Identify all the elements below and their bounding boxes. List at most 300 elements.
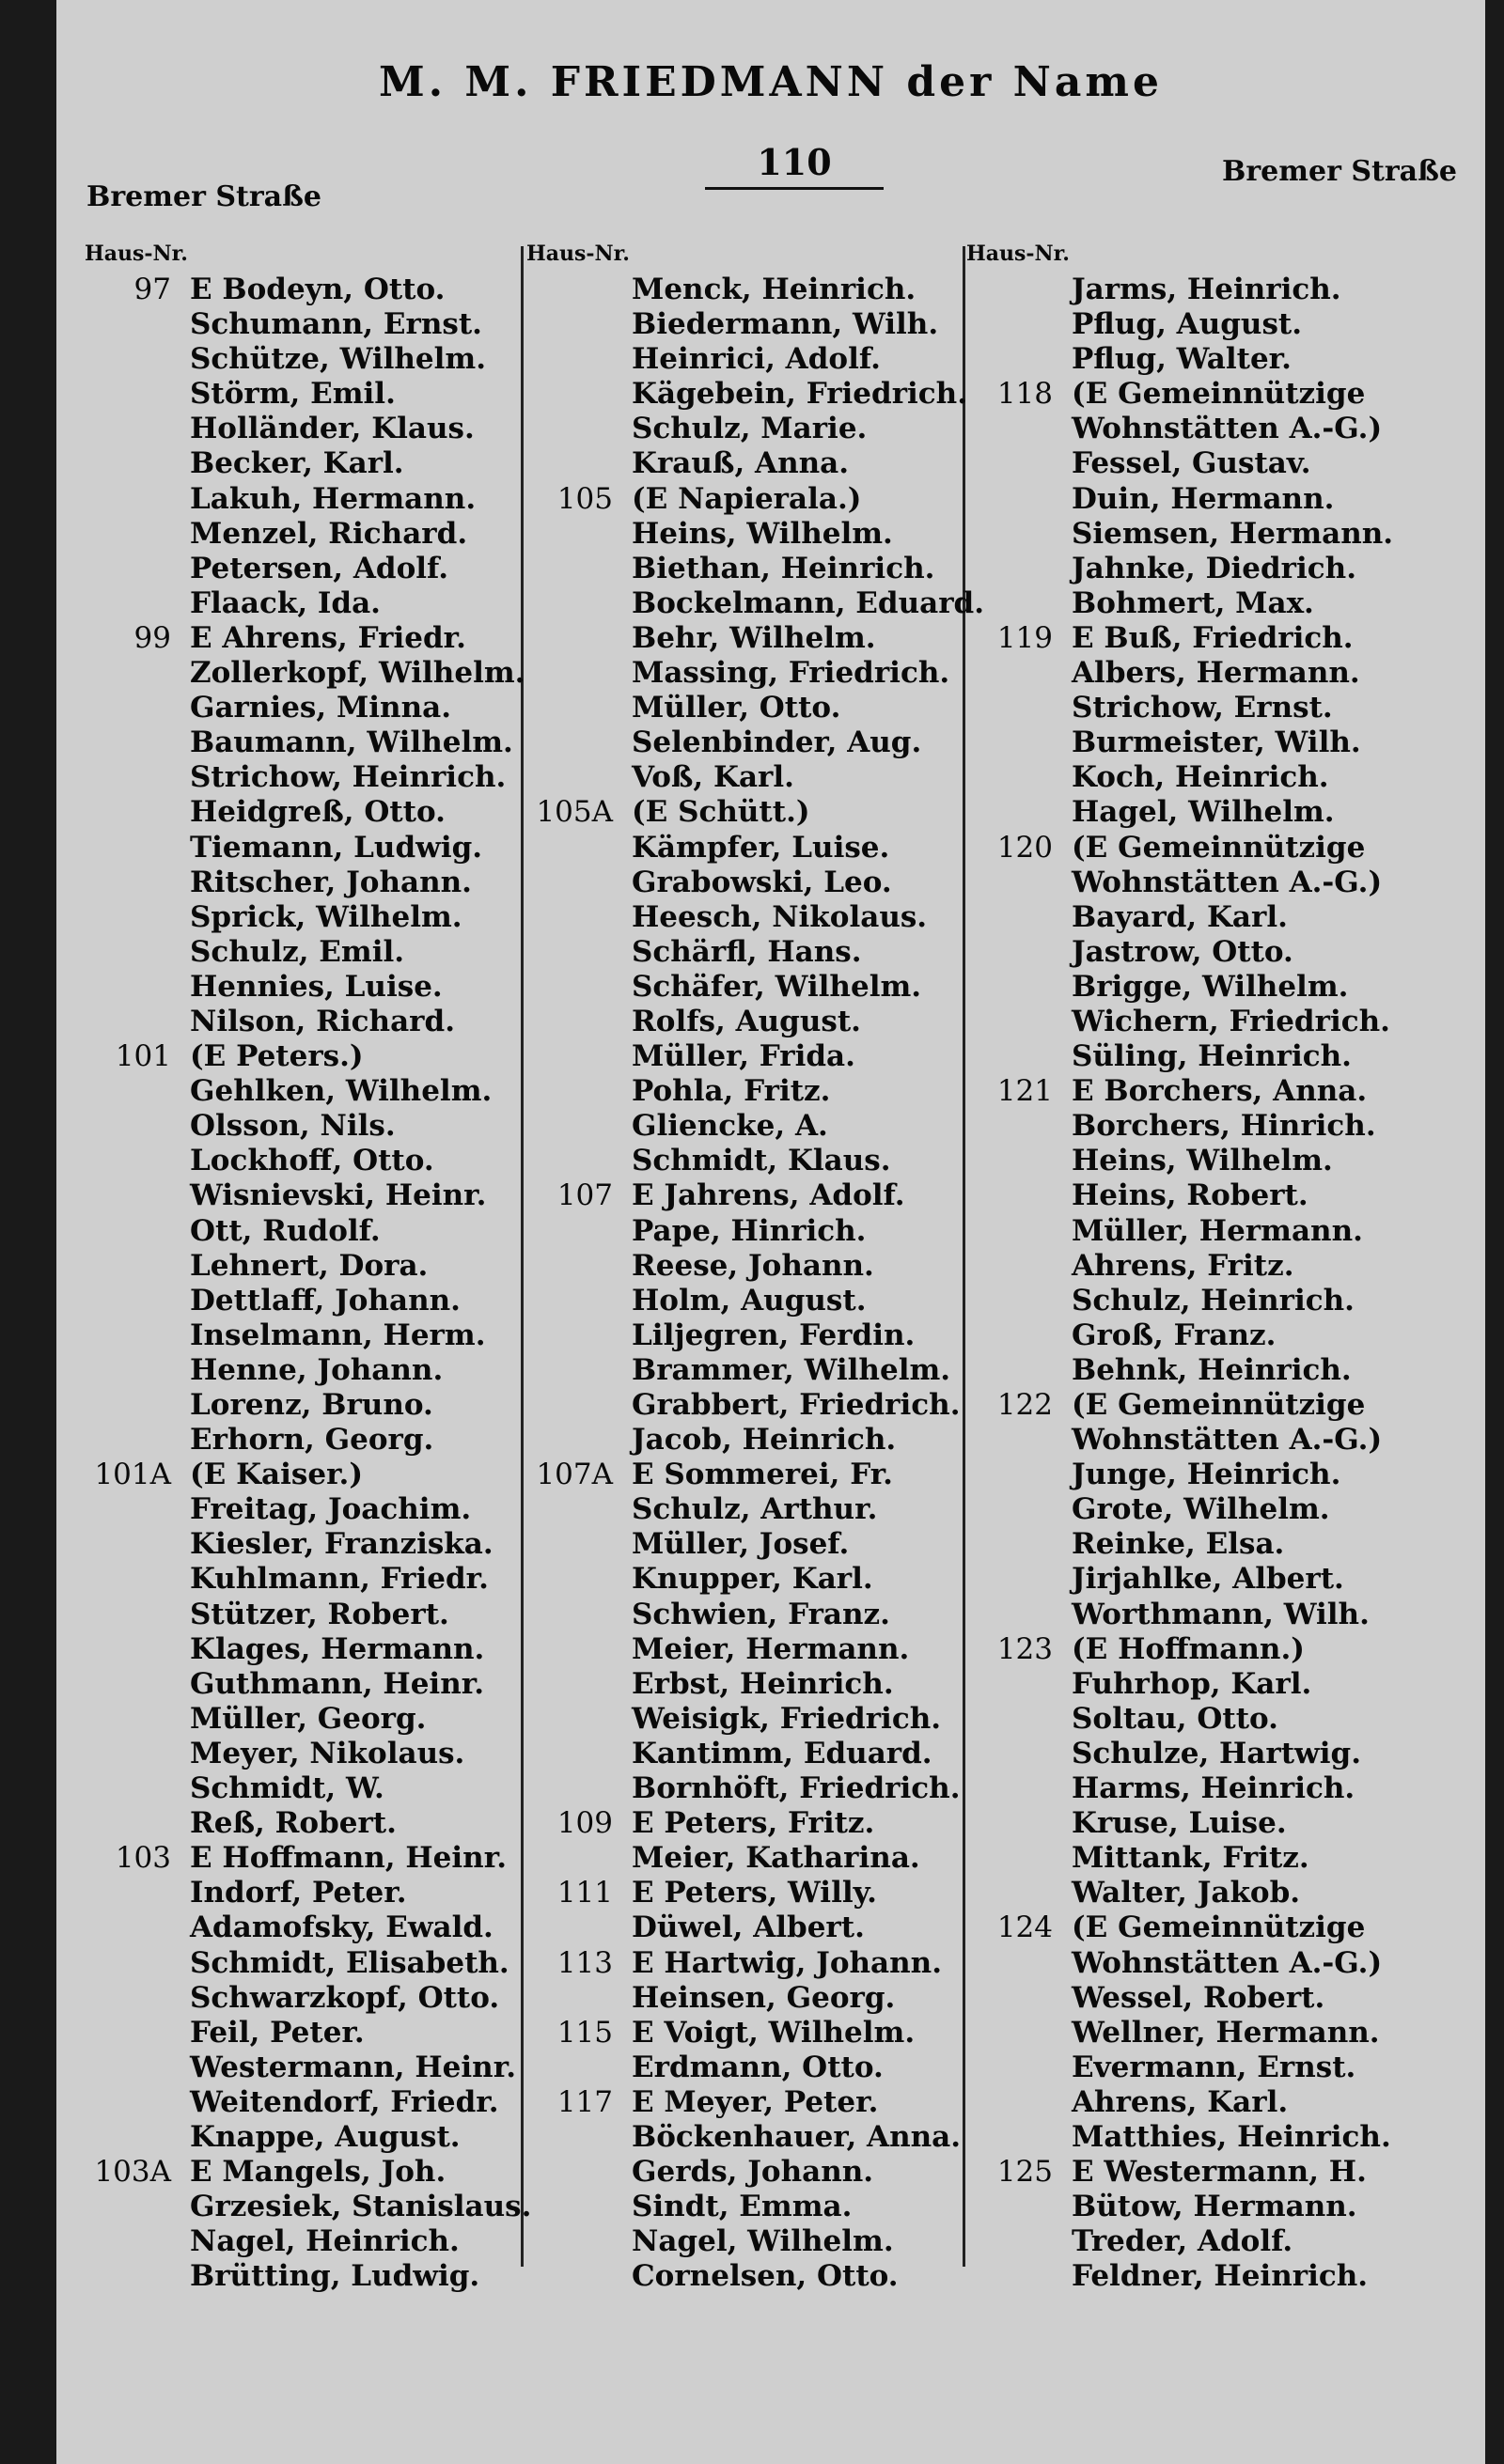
list-item <box>526 1632 959 1667</box>
list-item <box>526 2016 959 2051</box>
list-item <box>966 377 1455 412</box>
list-item <box>966 2259 1455 2294</box>
resident-name: E Peters, Willy. <box>632 1876 877 1910</box>
list-item <box>526 1423 959 1458</box>
resident-name: E Ahrens, Friedr. <box>190 620 466 655</box>
resident-name: Groß, Franz. <box>1072 1318 1277 1352</box>
list-item <box>85 760 517 795</box>
list-item <box>526 1109 959 1144</box>
resident-name: Harms, Heinrich. <box>1072 1771 1355 1806</box>
list-item <box>966 935 1455 970</box>
resident-name: Müller, Otto. <box>632 691 841 725</box>
list-item <box>85 1284 517 1318</box>
resident-name: Lockhoff, Otto. <box>190 1144 434 1178</box>
list-item <box>966 1632 1455 1667</box>
resident-name: E Peters, Fritz. <box>632 1806 875 1841</box>
resident-name: Nagel, Wilhelm. <box>632 2224 894 2259</box>
resident-name: Schulz, Emil. <box>190 934 405 969</box>
resident-name: Jirjahlke, Albert. <box>1072 1562 1344 1597</box>
resident-name: Inselmann, Herm. <box>190 1318 486 1352</box>
resident-name: Ahrens, Karl. <box>1072 2084 1289 2119</box>
resident-name: Schulz, Arthur. <box>632 1492 878 1527</box>
resident-name: Schäfer, Wilhelm. <box>632 969 922 1004</box>
resident-name: Sprick, Wilhelm. <box>190 899 462 934</box>
resident-name: Bayard, Karl. <box>1072 899 1288 934</box>
house-number: 111 <box>556 1876 613 1910</box>
list-item <box>966 1109 1455 1144</box>
resident-name: Sindt, Emma. <box>632 2190 853 2224</box>
resident-name: Menck, Heinrich. <box>632 273 916 306</box>
house-number: 101A <box>94 1458 171 1492</box>
list-item <box>85 482 517 517</box>
list-item <box>526 1284 959 1318</box>
resident-name: Westermann, Heinr. <box>190 2050 516 2084</box>
resident-name: Ott, Rudolf. <box>190 1213 381 1248</box>
resident-name: Junge, Heinrich. <box>1072 1458 1341 1492</box>
list-item <box>966 1876 1455 1910</box>
column-header: Haus-Nr. <box>526 242 630 266</box>
resident-name: E Jahrens, Adolf. <box>632 1178 905 1213</box>
list-item <box>85 1458 517 1492</box>
resident-name: Baumann, Wilhelm. <box>190 725 513 760</box>
list-item <box>526 1876 959 1910</box>
list-item <box>526 2119 962 2155</box>
resident-name: Gerds, Johann. <box>632 2155 874 2190</box>
resident-name: Gehlken, Wilhelm. <box>190 1074 493 1109</box>
list-item <box>966 482 1455 517</box>
list-item <box>85 342 517 377</box>
resident-name: Worthmann, Wilh. <box>1072 1597 1370 1631</box>
resident-name: Erhorn, Georg. <box>190 1423 434 1458</box>
resident-name: Schmidt, Elisabeth. <box>190 1945 509 1980</box>
list-item <box>966 1353 1455 1388</box>
list-item <box>526 2224 959 2259</box>
resident-name: E Sommerei, Fr. <box>632 1458 893 1492</box>
resident-name: Klages, Hermann. <box>190 1631 485 1666</box>
resident-name: Schmidt, W. <box>190 1771 384 1806</box>
resident-name: Pape, Hinrich. <box>632 1213 867 1248</box>
list-item <box>526 1806 959 1841</box>
list-item <box>85 552 517 586</box>
resident-name: Gliencke, A. <box>632 1109 828 1144</box>
resident-name: Stützer, Robert. <box>190 1597 449 1631</box>
list-item <box>85 1353 517 1388</box>
list-item <box>85 2190 532 2224</box>
resident-name: Kägebein, Friedrich. <box>632 377 968 412</box>
resident-name: (E Gemeinnützige <box>1072 377 1366 412</box>
list-item <box>85 2120 517 2155</box>
list-item <box>966 831 1455 866</box>
list-item <box>526 2085 959 2120</box>
list-item <box>526 1492 959 1527</box>
resident-name: Fessel, Gustav. <box>1072 446 1311 481</box>
list-item <box>85 2259 517 2294</box>
list-item <box>966 1702 1455 1737</box>
list-item <box>85 517 517 552</box>
resident-name: Kantimm, Eduard. <box>632 1736 932 1770</box>
list-item <box>526 760 959 795</box>
advertisement-banner: M. M. FRIEDMANN der Name <box>379 58 1163 106</box>
house-number: 117 <box>556 2084 613 2119</box>
list-item <box>85 621 517 656</box>
list-item <box>85 795 517 830</box>
column-divider <box>521 246 524 2267</box>
list-item <box>526 1771 959 1806</box>
resident-name: Wohnstätten A.-G.) <box>1072 865 1383 899</box>
list-item <box>966 2016 1455 2051</box>
resident-name: Wellner, Hermann. <box>1072 2015 1380 2050</box>
list-item <box>526 866 959 900</box>
list-item <box>966 1318 1455 1353</box>
resident-name: Indorf, Peter. <box>190 1876 407 1910</box>
list-item <box>85 273 517 307</box>
list-item <box>85 1876 517 1910</box>
house-number: 120 <box>996 830 1053 865</box>
resident-name: Walter, Jakob. <box>1072 1876 1301 1910</box>
list-item <box>966 552 1455 586</box>
resident-name: Nagel, Heinrich. <box>190 2224 460 2259</box>
resident-name: Wessel, Robert. <box>1072 1980 1325 2015</box>
resident-name: Biedermann, Wilh. <box>632 307 939 342</box>
resident-name: Feil, Peter. <box>190 2015 365 2050</box>
resident-name: Schulze, Hartwig. <box>1072 1736 1361 1770</box>
column-header: Haus-Nr. <box>966 242 1070 266</box>
resident-name: Grzesiek, Stanislaus. <box>190 2190 532 2224</box>
list-item <box>966 2085 1455 2120</box>
list-item <box>966 1527 1455 1562</box>
list-item <box>85 1841 517 1876</box>
resident-name: Jahnke, Diedrich. <box>1072 551 1356 585</box>
resident-name: E Buß, Friedrich. <box>1072 620 1354 655</box>
list-item <box>966 1492 1455 1527</box>
resident-name: Wisnievski, Heinr. <box>190 1178 487 1213</box>
resident-name: (E Gemeinnützige <box>1072 1388 1366 1422</box>
house-number: 109 <box>556 1806 613 1841</box>
list-item <box>85 446 517 481</box>
resident-name: Menzel, Richard. <box>190 516 468 551</box>
resident-name: Schulz, Marie. <box>632 412 868 446</box>
list-item <box>85 412 517 446</box>
resident-name: Pohla, Fritz. <box>632 1074 831 1109</box>
resident-name: Heins, Wilhelm. <box>1072 1144 1333 1178</box>
list-item <box>526 1074 959 1109</box>
resident-name: (E Kaiser.) <box>190 1458 364 1492</box>
list-item <box>85 2085 517 2120</box>
list-item <box>966 342 1455 377</box>
resident-name: Reß, Robert. <box>190 1806 397 1841</box>
column-2 <box>526 235 985 2294</box>
resident-name: Guthmann, Heinr. <box>190 1666 485 1701</box>
list-item <box>966 970 1455 1005</box>
resident-name: Jacob, Heinrich. <box>632 1423 897 1458</box>
resident-name: Brütting, Ludwig. <box>190 2259 480 2294</box>
list-item <box>526 656 959 691</box>
list-item <box>85 1562 517 1597</box>
list-item <box>966 691 1455 725</box>
resident-name: Müller, Georg. <box>190 1701 427 1736</box>
resident-name: Schwien, Franz. <box>632 1597 890 1631</box>
list-item <box>85 1632 517 1667</box>
resident-name: Becker, Karl. <box>190 446 404 481</box>
resident-name: Heins, Robert. <box>1072 1178 1308 1213</box>
resident-name: Heinsen, Georg. <box>632 1980 896 2015</box>
directory-page <box>56 0 1485 2464</box>
list-item <box>526 1353 959 1388</box>
resident-name: Pflug, August. <box>1072 307 1303 342</box>
resident-name: Bockelmann, Eduard. <box>632 585 985 620</box>
list-item <box>526 585 985 621</box>
list-item <box>85 1946 517 1981</box>
list-item <box>85 1249 517 1284</box>
resident-name: Nilson, Richard. <box>190 1004 455 1038</box>
list-item <box>526 1458 959 1492</box>
resident-name: (E Hoffmann.) <box>1072 1631 1305 1666</box>
list-item <box>966 1423 1455 1458</box>
list-item <box>526 725 959 760</box>
resident-name: Rolfs, August. <box>632 1004 861 1038</box>
resident-name: Duin, Hermann. <box>1072 481 1335 516</box>
list-item <box>85 2051 517 2085</box>
resident-name: Böckenhauer, Anna. <box>632 2119 962 2154</box>
resident-name: Bütow, Hermann. <box>1072 2190 1357 2224</box>
list-item <box>85 831 517 866</box>
list-item <box>526 1667 959 1702</box>
resident-name: (E Napierala.) <box>632 481 862 516</box>
resident-name: Meier, Katharina. <box>632 1841 920 1876</box>
list-item <box>966 1910 1455 1945</box>
list-item <box>526 935 959 970</box>
resident-name: Hennies, Luise. <box>190 969 443 1004</box>
list-item <box>966 1284 1455 1318</box>
resident-name: Weisigk, Friedrich. <box>632 1701 942 1736</box>
resident-name: (E Gemeinnützige <box>1072 1910 1366 1945</box>
list-item <box>85 900 517 935</box>
list-item <box>85 1702 517 1737</box>
resident-name: Holm, August. <box>632 1283 867 1318</box>
list-item <box>966 1946 1455 1981</box>
list-item <box>526 2155 959 2190</box>
resident-name: Behr, Wilhelm. <box>632 620 876 655</box>
house-number: 119 <box>996 620 1053 655</box>
list-item <box>966 1249 1455 1284</box>
list-item <box>966 1598 1455 1632</box>
resident-name: Zollerkopf, Wilhelm. <box>190 656 525 691</box>
house-number: 105 <box>556 481 613 516</box>
resident-name: Treder, Adolf. <box>1072 2224 1293 2259</box>
list-item <box>85 935 517 970</box>
house-number: 125 <box>996 2155 1053 2190</box>
list-item <box>966 273 1455 307</box>
resident-name: Jastrow, Otto. <box>1072 934 1293 969</box>
list-item <box>526 1005 959 1039</box>
resident-name: Koch, Heinrich. <box>1072 760 1329 795</box>
resident-name: Schärfl, Hans. <box>632 934 862 969</box>
resident-name: Weitendorf, Friedr. <box>190 2084 499 2119</box>
resident-name: Brigge, Wilhelm. <box>1072 969 1349 1004</box>
list-item <box>966 795 1455 830</box>
resident-name: Heins, Wilhelm. <box>632 516 893 551</box>
resident-name: Massing, Friedrich. <box>632 656 950 691</box>
list-item <box>966 1667 1455 1702</box>
house-number: 101 <box>115 1039 171 1074</box>
resident-name: Feldner, Heinrich. <box>1072 2259 1369 2294</box>
resident-name: Liljegren, Ferdin. <box>632 1318 916 1352</box>
list-item <box>966 1562 1455 1597</box>
entry-list <box>85 273 532 2294</box>
list-item <box>85 1144 517 1178</box>
list-item <box>526 970 959 1005</box>
resident-name: Flaack, Ida. <box>190 585 381 620</box>
resident-name: Behnk, Heinrich. <box>1072 1352 1352 1387</box>
house-number: 123 <box>996 1631 1053 1666</box>
list-item <box>85 725 517 760</box>
list-item <box>85 1388 517 1423</box>
list-item <box>526 446 959 481</box>
resident-name: Meyer, Nikolaus. <box>190 1736 465 1770</box>
list-item <box>526 2190 959 2224</box>
column-3 <box>966 235 1455 2294</box>
list-item <box>85 307 517 342</box>
list-item <box>966 307 1455 342</box>
list-item <box>966 1458 1455 1492</box>
resident-name: Schumann, Ernst. <box>190 307 482 342</box>
resident-name: Wohnstätten A.-G.) <box>1072 412 1383 446</box>
resident-name: Meier, Hermann. <box>632 1631 910 1666</box>
resident-name: Lakuh, Hermann. <box>190 481 477 516</box>
resident-name: Cornelsen, Otto. <box>632 2259 899 2294</box>
list-item <box>85 1178 517 1213</box>
list-item <box>85 2224 517 2259</box>
house-number: 122 <box>996 1388 1053 1422</box>
list-item <box>526 1178 959 1213</box>
list-item <box>966 2051 1455 2085</box>
entry-list <box>966 273 1455 2294</box>
list-item <box>966 621 1455 656</box>
house-number: 115 <box>556 2015 613 2050</box>
list-item <box>966 760 1455 795</box>
resident-name: E Borchers, Anna. <box>1072 1074 1368 1109</box>
list-item <box>966 1005 1455 1039</box>
list-item <box>966 586 1455 621</box>
resident-name: Jarms, Heinrich. <box>1072 273 1341 306</box>
resident-name: Lorenz, Bruno. <box>190 1388 433 1422</box>
resident-name: Pflug, Walter. <box>1072 342 1292 377</box>
resident-name: Knupper, Karl. <box>632 1562 873 1597</box>
list-item <box>85 1981 517 2016</box>
list-item <box>526 482 959 517</box>
list-item <box>85 1737 517 1771</box>
list-item <box>85 377 517 412</box>
resident-name: Schmidt, Klaus. <box>632 1144 891 1178</box>
list-item <box>526 1737 959 1771</box>
list-item <box>85 866 517 900</box>
list-item <box>85 1214 517 1249</box>
resident-name: E Voigt, Wilhelm. <box>632 2015 916 2050</box>
resident-name: Lehnert, Dora. <box>190 1248 429 1283</box>
resident-name: Bohmert, Max. <box>1072 585 1314 620</box>
resident-name: Kämpfer, Luise. <box>632 830 890 865</box>
resident-name: E Bodeyn, Otto. <box>190 273 446 306</box>
resident-name: Kuhlmann, Friedr. <box>190 1562 489 1597</box>
list-item <box>526 691 959 725</box>
list-item <box>526 342 959 377</box>
list-item <box>966 2155 1455 2190</box>
resident-name: Tiemann, Ludwig. <box>190 830 483 865</box>
resident-name: Albers, Hermann. <box>1072 656 1360 691</box>
house-number: 103 <box>115 1841 171 1876</box>
resident-name: Ritscher, Johann. <box>190 865 472 899</box>
column-header: Haus-Nr. <box>85 242 188 266</box>
resident-name: Erdmann, Otto. <box>632 2050 884 2084</box>
resident-name: Heinrici, Adolf. <box>632 342 881 377</box>
list-item <box>526 1702 959 1737</box>
list-item <box>526 2051 959 2085</box>
list-item <box>85 2155 517 2190</box>
resident-name: Kiesler, Franziska. <box>190 1527 494 1562</box>
resident-name: Erbst, Heinrich. <box>632 1666 894 1701</box>
resident-name: Reese, Johann. <box>632 1248 874 1283</box>
resident-name: Ahrens, Fritz. <box>1072 1248 1294 1283</box>
list-item <box>85 1806 517 1841</box>
list-item <box>966 2224 1455 2259</box>
list-item <box>966 1388 1455 1423</box>
resident-name: Heesch, Nikolaus. <box>632 899 928 934</box>
resident-name: Schütze, Wilhelm. <box>190 342 487 377</box>
house-number: 103A <box>94 2155 171 2190</box>
list-item <box>966 725 1455 760</box>
list-item <box>526 307 959 342</box>
list-item <box>526 900 959 935</box>
list-item <box>526 1388 959 1423</box>
resident-name: Holländer, Klaus. <box>190 412 475 446</box>
resident-name: E Hartwig, Johann. <box>632 1945 943 1980</box>
house-number: 121 <box>996 1074 1053 1109</box>
list-item <box>966 1214 1455 1249</box>
resident-name: Mittank, Fritz. <box>1072 1841 1309 1876</box>
resident-name: Grote, Wilhelm. <box>1072 1492 1330 1527</box>
resident-name: Burmeister, Wilh. <box>1072 725 1361 760</box>
list-item <box>526 412 959 446</box>
list-item <box>85 691 517 725</box>
list-item <box>85 970 517 1005</box>
resident-name: Grabbert, Friedrich. <box>632 1388 961 1422</box>
list-item <box>526 552 959 586</box>
resident-name: Dettlaff, Johann. <box>190 1283 461 1318</box>
list-item <box>966 900 1455 935</box>
resident-name: Süling, Heinrich. <box>1072 1039 1352 1074</box>
list-item <box>966 1144 1455 1178</box>
resident-name: Reinke, Elsa. <box>1072 1527 1285 1562</box>
list-item <box>526 1144 959 1178</box>
house-number: 107 <box>556 1178 613 1213</box>
list-item <box>526 1039 959 1074</box>
list-item <box>526 2259 959 2294</box>
list-item <box>966 1074 1455 1109</box>
resident-name: (E Peters.) <box>190 1039 364 1074</box>
list-item <box>526 517 959 552</box>
resident-name: Borchers, Hinrich. <box>1072 1109 1376 1144</box>
list-item <box>966 1178 1455 1213</box>
resident-name: Garnies, Minna. <box>190 691 452 725</box>
resident-name: (E Gemeinnützige <box>1072 830 1366 865</box>
resident-name: Adamofsky, Ewald. <box>190 1910 494 1945</box>
list-item <box>966 446 1455 481</box>
street-name-right: Bremer Straße <box>1222 155 1457 188</box>
list-item <box>526 1562 959 1597</box>
resident-name: Müller, Frida. <box>632 1039 855 1074</box>
list-item <box>966 1039 1455 1074</box>
resident-name: Olsson, Nils. <box>190 1109 396 1144</box>
